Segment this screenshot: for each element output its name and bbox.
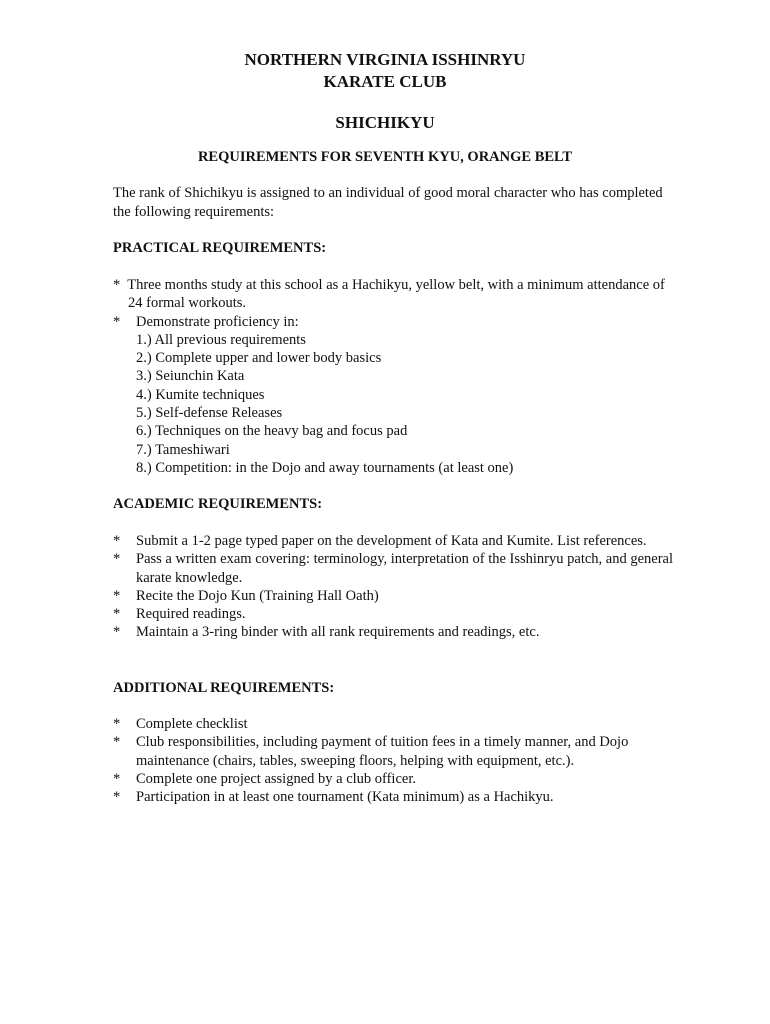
item-text: Participation in at least one tournament (Kata minimum) as a Hachikyu. [136, 789, 554, 806]
list-item [113, 733, 673, 770]
list-item [113, 623, 673, 641]
list-item [113, 770, 673, 788]
item-text: Recite the Dojo Kun (Training Hall Oath) [136, 587, 379, 604]
sub-item: 3.) Seiunchin Kata [136, 368, 245, 385]
list-item [113, 313, 673, 331]
list-item [113, 276, 673, 313]
bullet: * [113, 716, 121, 732]
list-item [113, 532, 673, 550]
additional-list [113, 715, 673, 806]
bullet: * [113, 587, 121, 604]
sub-item: 2.) Complete upper and lower body basics [136, 350, 382, 367]
bullet: * [113, 624, 121, 641]
sub-item: 7.) Tameshiwari [136, 441, 230, 458]
bullet: * [113, 313, 121, 330]
item-text: Submit a 1-2 page typed paper on the development of Kata and Kumite. List references. [136, 533, 647, 549]
practical-list [113, 276, 673, 477]
bullet: * [113, 277, 121, 293]
list-item [113, 587, 673, 605]
academic-list [113, 532, 673, 642]
bullet: * [113, 734, 121, 751]
additional-heading: ADDITIONAL REQUIREMENTS: [113, 680, 335, 696]
list-item [113, 788, 673, 806]
bullet: * [113, 606, 121, 623]
sub-item: 6.) Techniques on the heavy bag and focus pad [136, 423, 408, 440]
item-text: Complete one project assigned by a club officer. [136, 770, 416, 787]
document-subtitle: REQUIREMENTS FOR SEVENTH KYU, ORANGE BELT [197, 149, 573, 165]
rank-title: SHICHIKYU [335, 113, 435, 132]
sub-item: 8.) Competition: in the Dojo and away tournaments (at least one) [136, 459, 514, 476]
bullet: * [113, 789, 121, 806]
item-text: Complete checklist [136, 716, 248, 732]
item-text: Three months study at this school as a Hachikyu, yellow belt, with a minimum attendance of 24 formal workouts. [127, 277, 665, 312]
academic-heading: ACADEMIC REQUIREMENTS: [113, 496, 323, 512]
item-text: Pass a written exam covering: terminology, interpretation of the Isshinryu patch, and general karate knowledge. [136, 551, 674, 586]
club-title [0, 49, 770, 93]
bullet: * [113, 551, 121, 568]
club-title-line1: NORTHERN VIRGINIA ISSHINRYU [244, 50, 526, 69]
item-text: Club responsibilities, including payment of tuition fees in a timely manner, and Dojo maintenance (chairs, tables, sweeping floors, helping with equipment, etc.). [136, 734, 629, 769]
sub-item: 4.) Kumite techniques [136, 386, 265, 403]
intro-paragraph: The rank of Shichikyu is assigned to an individual of good moral character who has completed the following requirements: [113, 185, 663, 220]
sub-list [113, 331, 673, 477]
bullet: * [113, 533, 121, 549]
sub-item: 1.) All previous requirements [136, 331, 306, 348]
sub-item: 5.) Self-defense Releases [136, 405, 283, 422]
practical-heading: PRACTICAL REQUIREMENTS: [113, 240, 327, 256]
list-item [113, 605, 673, 623]
item-text: Required readings. [136, 606, 246, 623]
club-title-line2: KARATE CLUB [323, 72, 447, 91]
list-item [113, 550, 673, 587]
list-item [113, 715, 673, 733]
bullet: * [113, 770, 121, 787]
item-text: Demonstrate proficiency in: [136, 313, 299, 330]
item-text: Maintain a 3-ring binder with all rank requirements and readings, etc. [136, 624, 540, 641]
